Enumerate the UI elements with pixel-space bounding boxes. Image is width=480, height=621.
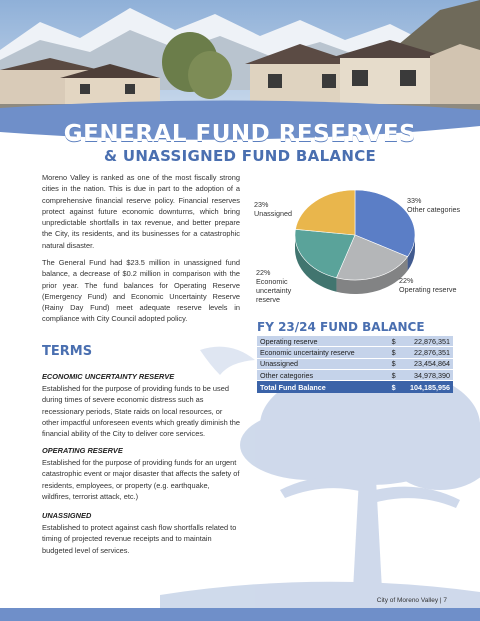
row-amount: 22,876,351 <box>399 347 453 358</box>
pie-label-other-pct: 33% <box>407 196 422 205</box>
pie-label-operating-pct: 22% <box>399 276 414 285</box>
row-amount: 23,454,864 <box>399 358 453 369</box>
total-currency: $ <box>389 381 400 394</box>
row-currency: $ <box>389 336 400 347</box>
table-row <box>257 336 453 347</box>
term-text: Established to protect against cash flow shortfalls related to timing of projected revenue receipts and to maintain budgeted level of services. <box>42 523 237 555</box>
intro-paragraph-2: The General Fund had $23.5 million in unassigned fund balance, a decrease of $0.2 million in comparison with the prior year. The fund balances for Operating Reserve (Emergency Fund) and Economic Uncertainty Reserve (Rainy Day Fund) meet adequate reserve levels in compliance with City Council adopted policy. <box>42 258 240 324</box>
term-title: ECONOMIC UNCERTAINTY RESERVE <box>42 372 175 381</box>
total-label: Total Fund Balance <box>257 381 389 394</box>
row-label: Other categories <box>257 369 389 380</box>
pie-label-economic-name-2: uncertainty <box>256 286 292 295</box>
term-title: UNASSIGNED <box>42 511 92 520</box>
pie-label-operating <box>399 276 457 294</box>
pie-label-economic <box>256 268 291 304</box>
pie-label-economic-pct: 22% <box>256 268 271 277</box>
table-row <box>257 369 453 380</box>
fund-balance-heading: FY 23/24 FUND BALANCE <box>257 320 425 334</box>
pie-label-other-name: Other categories <box>407 205 461 214</box>
table-total-row <box>257 381 453 394</box>
row-label: Economic uncertainty reserve <box>257 347 389 358</box>
row-amount: 34,978,390 <box>399 369 453 380</box>
row-currency: $ <box>389 369 400 380</box>
pie-slice <box>295 190 355 235</box>
row-amount: 22,876,351 <box>399 336 453 347</box>
pie-label-unassigned <box>254 200 292 218</box>
page-footer: City of Moreno Valley | 7 <box>376 597 447 604</box>
row-currency: $ <box>389 347 400 358</box>
term-text: Established for the purpose of providing funds to be used during times of severe economic distress such as recessionary periods, State raids on local resources, or other impactful unforeseen events which greatly diminish the financial ability of the City to deliver core services. <box>42 384 241 439</box>
page-subtitle: & UNASSIGNED FUND BALANCE <box>103 147 377 165</box>
page-title: GENERAL FUND RESERVES <box>63 121 417 147</box>
row-currency: $ <box>389 358 400 369</box>
row-label: Operating reserve <box>257 336 389 347</box>
table-row <box>257 358 453 369</box>
table-row <box>257 347 453 358</box>
term-text: Established for the purpose of providing funds for an urgent catastrophic event or major disaster that affects the safety of residents, employees, or property (e.g. earthquake, wildfires, terrorist attack, etc.) <box>42 458 240 501</box>
pie-label-economic-name-1: Economic <box>256 277 288 286</box>
pie-label-unassigned-name: Unassigned <box>254 209 292 218</box>
term-title: OPERATING RESERVE <box>42 446 123 455</box>
pie-label-unassigned-pct: 23% <box>254 200 269 209</box>
pie-label-other <box>407 196 460 214</box>
row-label: Unassigned <box>257 358 389 369</box>
fund-balance-table <box>257 336 453 393</box>
pie-label-operating-name: Operating reserve <box>399 285 457 294</box>
total-amount: 104,185,956 <box>399 381 453 394</box>
footer-bar <box>0 608 480 621</box>
pie-label-economic-name-3: reserve <box>256 295 280 304</box>
intro-paragraph-1: Moreno Valley is ranked as one of the most fiscally strong cities in the nation. This is due in part to the adoption of a comprehensive financial reserve policy. Financial reserves protect against future economic downturns, which bring unpredictable shortfalls in tax revenue, and better prepare the City, its residents, and its businesses for a catastrophic natural disaster. <box>42 173 240 250</box>
header-photo <box>0 0 480 140</box>
terms-heading: TERMS <box>42 344 93 359</box>
